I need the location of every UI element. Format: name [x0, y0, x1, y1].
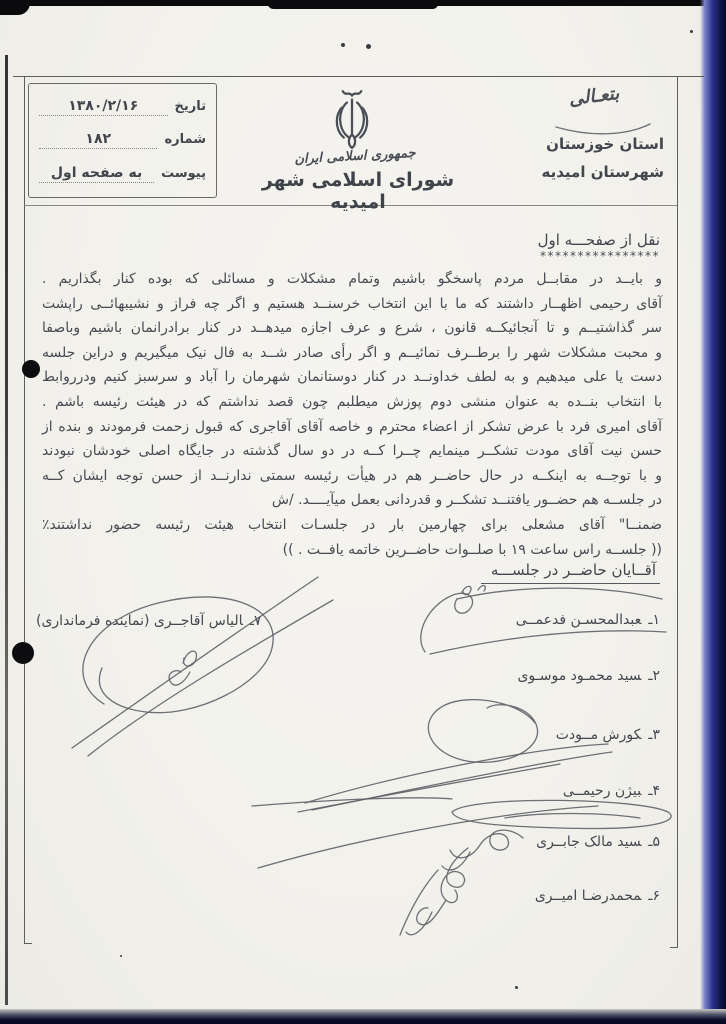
number-value: ۱۸۲ [39, 131, 157, 149]
speck [120, 955, 122, 957]
bismillah-swash [556, 124, 650, 134]
subject-line: نقل از صفحـــه اول [537, 231, 660, 249]
attendee-number: ۳ـ [648, 727, 660, 743]
body-line: و بایــد در مقابــل مردم پاسخگو باشیم وتمام مشکلات و مسائلی که بوده کنار بگذاریم . [42, 271, 662, 287]
heading-mark [462, 586, 485, 595]
scan-edge-top-left [0, 0, 30, 15]
body-line: با انتخاب بنــده به عنوان منشی دوم پوزش میطلبم چون قصد نداشتم که در هیئت رئیسه باشم . [42, 393, 662, 410]
attendee-name: سید مالک جابــری [536, 834, 642, 850]
scan-edge-right [700, 0, 726, 1024]
body-line: (( جلســه راس ساعت ۱۹ با صلــوات حاضــرین خاتمه یافــت . )) [282, 541, 662, 558]
date-label: تاریخ [174, 98, 206, 114]
frame-top [13, 76, 704, 77]
attendee-name: بیژن رحیمــی [562, 783, 642, 799]
scan-edge-bottom [0, 1009, 726, 1024]
council-title: شورای اسلامی شهر امیدیه [261, 169, 455, 213]
attendee-5 [536, 834, 660, 850]
attendee-name: الیاس آقاجــری (نماینده فرمانداری) [36, 613, 243, 629]
signature-rahimi [252, 798, 671, 868]
body-line: و محبت مشکلات شهر را برطــرف نمائیــم و اگر رأی صادر شــد به فال نیک میگیریم و دراین جلسه [42, 344, 662, 361]
letter-meta-box [28, 83, 217, 198]
speck [366, 44, 371, 49]
attendee-number: ۷ـ [249, 613, 262, 629]
attachment-value: به صفحه اول [39, 165, 154, 183]
attendees-heading-text: آقــایان حاضــر در جلســـه [481, 561, 660, 584]
signature-jaberi [442, 830, 523, 870]
attendee-name: محمدرضـا امیــری [534, 888, 642, 904]
attendee-3 [556, 727, 660, 743]
asterisk-divider: **************** [540, 249, 660, 263]
letter-body [42, 267, 662, 562]
attendee-2 [517, 668, 660, 684]
attendees-heading [481, 560, 660, 584]
body-line: دست یا علی میدهیم و به لطف خداونــد در کنار دوستانمان شهرمان را آباد و سرسبز کنیم ودرروابط [42, 369, 662, 386]
attendee-number: ۶ـ [648, 888, 660, 904]
body-line: و با توجــه به اینکــه در حال حاضــر هم در هیأت رئیسه سمتی ندارنــد از حسن توجه ایشان کــه [42, 467, 662, 484]
speck [690, 30, 693, 33]
attendee-6 [535, 888, 660, 904]
body-line: آقای امیری فرد با عرض تشکر از اعضاء محترم و خاصه آقای آقاجری که قبول زحمت فرمودند و بنده از [42, 418, 662, 435]
attendee-number: ۵ـ [648, 834, 660, 850]
frame-left [24, 76, 25, 944]
attendee-name: سید محمـود موسـوی [517, 668, 642, 684]
attendee-number: ۴ـ [648, 783, 660, 799]
county-label: شهرستان امیدیه [541, 163, 664, 181]
meta-date-row [39, 98, 206, 116]
body-line: ضمنــا" آقای مشعلی برای چهارمین بار در جلسـات انتخاب هیئت رئیسه حضور نداشتند٪ [42, 516, 662, 533]
body-line: سر گذاشتیــم و تا آنجائیکــه قانون ، شرع و عرف اجازه میدهــد در کنار برادرانمان باشیم وباصفا [42, 320, 662, 337]
attendee-number: ۲ـ [648, 668, 660, 684]
attendee-1 [516, 612, 660, 628]
date-value: ۱۳۸۰/۲/۱۶ [39, 98, 168, 116]
frame-right [677, 76, 678, 948]
speck [515, 986, 518, 989]
attendee-name: عبدالمحسـن فدعمــی [515, 612, 642, 628]
body-line: آقای رحیمی اظهــار داشتند که ما با این انتخاب خرسنــد هستیم و اگر چه فراز و نشیبهائــی راپشت [42, 295, 662, 312]
attendee-name: کورش مــودت [555, 727, 642, 743]
signature-aqajari [72, 577, 333, 756]
meta-attachment-row [39, 165, 206, 183]
meta-number-row [39, 131, 206, 149]
bismillah-calligraphy: بتعـالی [567, 83, 621, 110]
scan-edge-top-bump [268, 0, 438, 9]
iran-emblem-icon [320, 84, 384, 152]
frame-tick-right [670, 947, 678, 948]
number-label: شماره [164, 132, 206, 148]
province-label: استان خوزستان [546, 135, 664, 153]
hole-punch-bottom [12, 642, 34, 664]
republic-title: جمهوری اسلامی ایران [293, 145, 416, 168]
attendee-7 [36, 613, 262, 629]
scan-edge-left [5, 55, 8, 1005]
body-line: در جلســه هم حضــور یافتنــد تشکــر و قدردانی بعمل میآیــــد. /ش [271, 492, 662, 509]
attachment-label: پیوست [161, 166, 206, 182]
signature-amiri [400, 848, 468, 935]
speck [341, 43, 345, 47]
frame-tick-left [24, 943, 32, 944]
body-line: حسن نیت آقای مودت تشکــر مینمایم چــرا کــه در دو سال گذشته در جایگاه اصلی خودشان نبودند [42, 443, 662, 460]
attendee-number: ۱ـ [648, 612, 660, 628]
hole-punch-top [22, 360, 40, 378]
attendee-4 [563, 783, 660, 799]
